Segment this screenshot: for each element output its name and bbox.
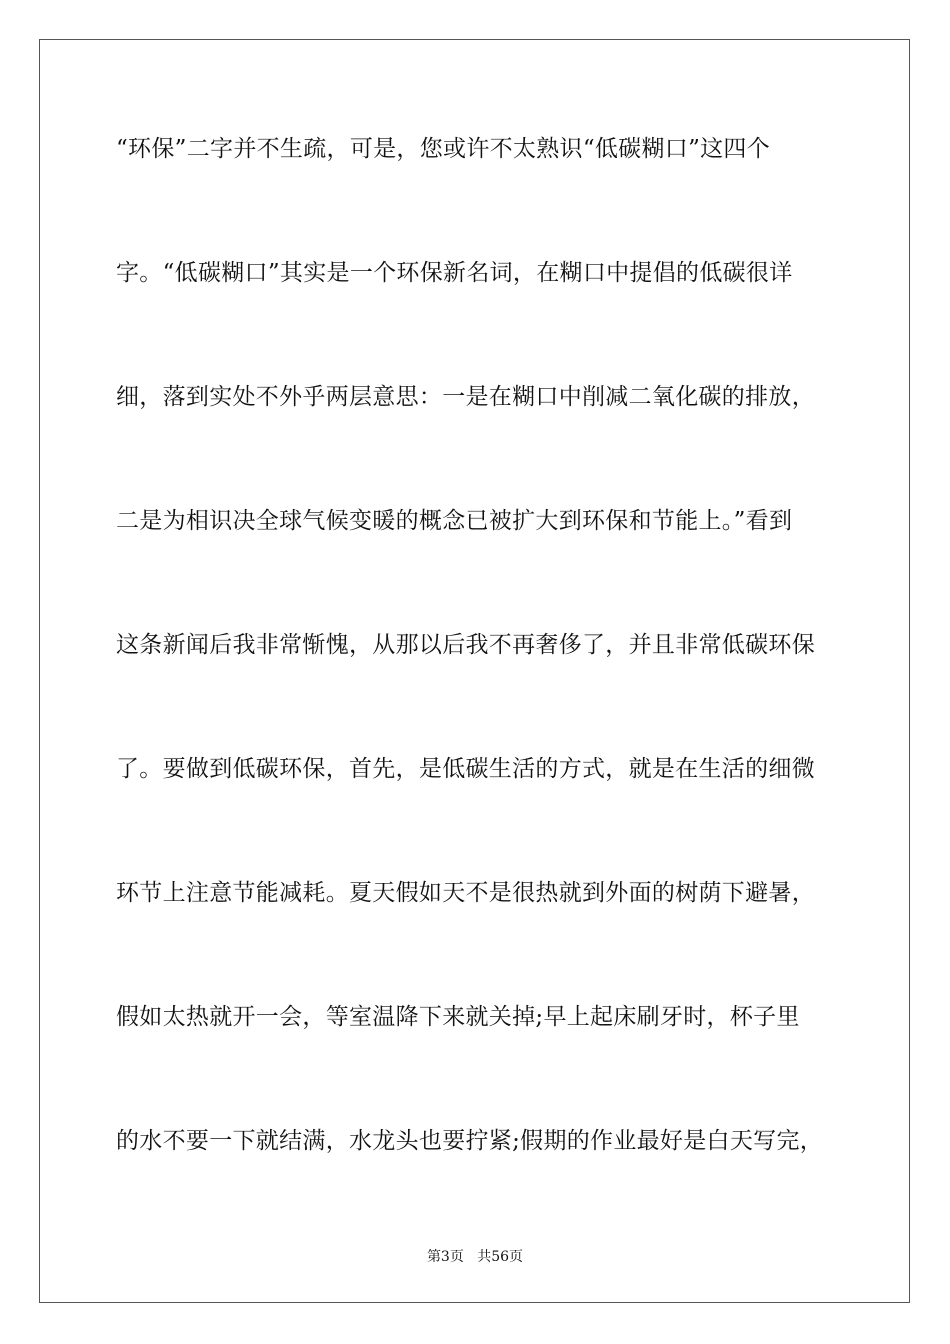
text-line-5: 这条新闻后我非常惭愧，从那以后我不再奢侈了，并且非常低碳环保: [116, 632, 815, 658]
page-number: 第3页: [426, 1249, 464, 1265]
text-line-7: 环节上注意节能减耗。夏天假如天不是很热就到外面的树荫下避暑，: [116, 880, 815, 906]
text-line-9: 的水不要一下就结满，水龙头也要拧紧;假期的作业最好是白天写完，: [116, 1128, 824, 1154]
text-line-6: 了。要做到低碳环保，首先，是低碳生活的方式，就是在生活的细微: [116, 756, 815, 782]
text-line-8: 假如太热就开一会，等室温降下来就关掉;早上起床刷牙时，杯子里: [116, 1004, 800, 1030]
page-border: [39, 39, 910, 1303]
page-total: 共56页: [477, 1249, 524, 1265]
text-line-2: 字。“低碳糊口”其实是一个环保新名词，在糊口中提倡的低碳很详: [116, 260, 793, 286]
text-line-3: 细，落到实处不外乎两层意思：一是在糊口中削减二氧化碳的排放，: [116, 384, 815, 410]
text-line-1: “环保”二字并不生疏，可是，您或许不太熟识“低碳糊口”这四个: [116, 136, 771, 162]
page-footer: [0, 1248, 950, 1266]
text-line-4: 二是为相识决全球气候变暖的概念已被扩大到环保和节能上。”看到: [116, 508, 793, 534]
